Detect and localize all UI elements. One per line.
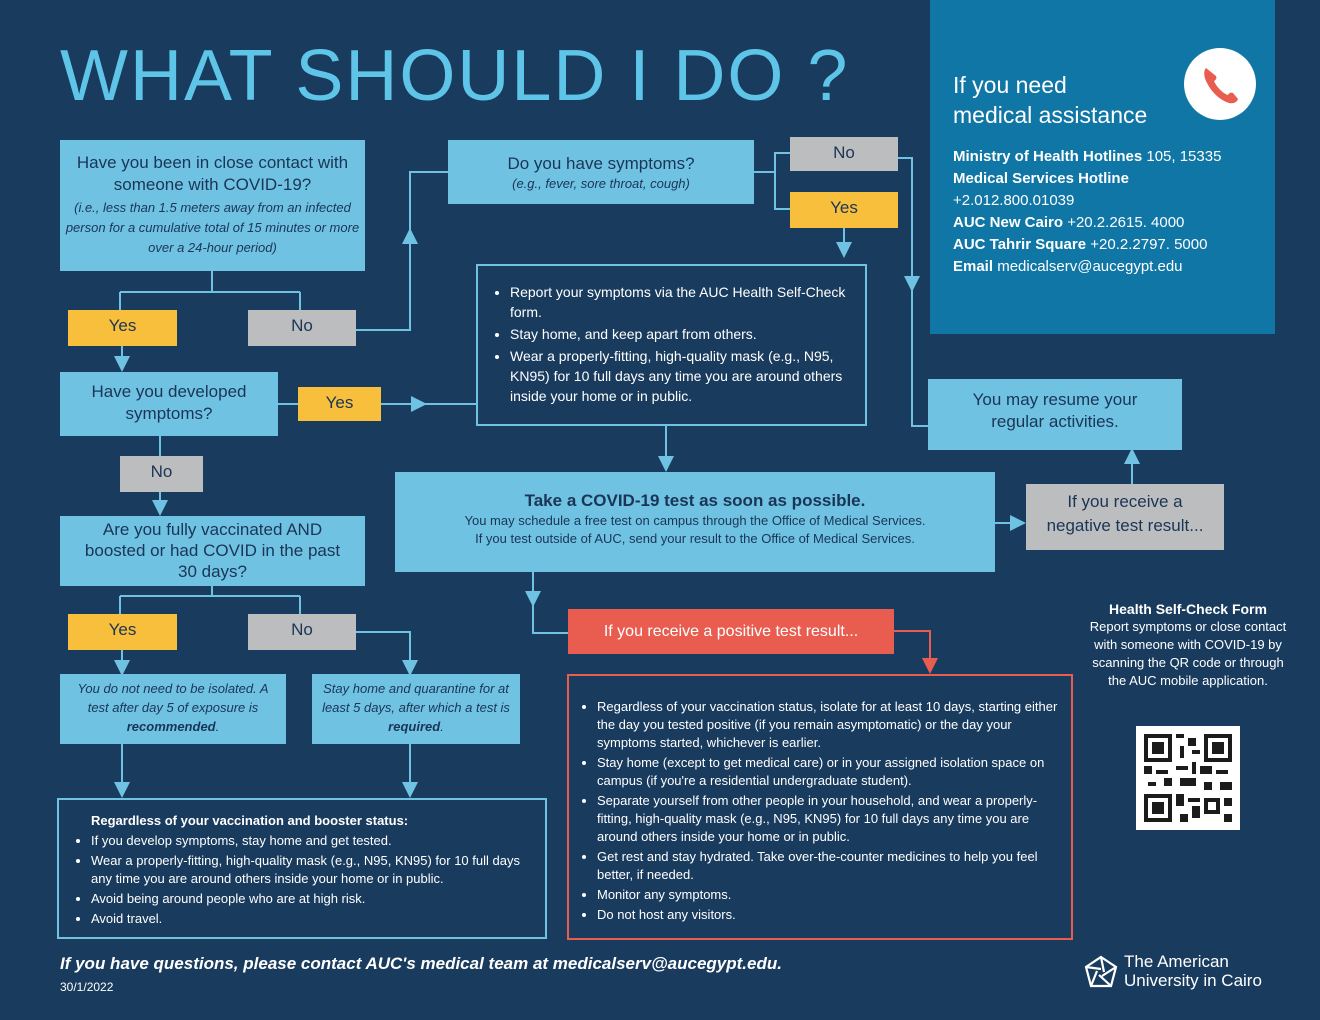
negative-result-box: If you receive a negative test result... — [1026, 484, 1224, 550]
logo-line-2: University in Cairo — [1124, 971, 1262, 990]
phone-icon — [1184, 48, 1256, 120]
symptoms-no: No — [790, 137, 898, 171]
list-item: • Regardless of your vaccination status, isolate for at least 10 days, starting either the day you tested positive (if you remain asymptomatic) or the day your symptoms started, whichever is earlier. — [597, 698, 1059, 752]
contact-row: Ministry of Health Hotlines 105, 15335 — [953, 148, 1222, 165]
take-test-box: Take a COVID-19 test as soon as possible. You may schedule a free test on campus through the Office of Medical Services. If you test outside of AUC, send your result to the Office of Medical Services. — [395, 472, 995, 572]
contact-list — [953, 146, 1273, 278]
footer-contact-note: If you have questions, please contact AUC's medical team at medicalserv@aucegypt.edu. — [60, 954, 782, 973]
qr-code-icon — [1144, 734, 1232, 822]
self-check-info: Health Self-Check Form Report symptoms or close contact with someone with COVID-19 by scanning the QR code or through the AUC mobile application. — [1089, 601, 1287, 688]
vaccinated-no: No — [248, 614, 356, 650]
positive-result-box: If you receive a positive test result... — [568, 609, 894, 654]
contact-row: +2.012.800.01039 — [953, 192, 1075, 209]
developed-no: No — [120, 456, 203, 492]
report-symptoms-box — [476, 264, 867, 426]
list-item: • Wear a properly-fitting, high-quality mask (e.g., N95, KN95) for 10 full days any time you are around others inside your home or in public. — [510, 346, 847, 406]
qr-code[interactable] — [1136, 726, 1240, 830]
contact-row: Email medicalserv@aucegypt.edu — [953, 258, 1183, 275]
logo-line-1: The American — [1124, 952, 1229, 971]
symptoms-yes: Yes — [790, 192, 898, 228]
close-contact-no: No — [248, 310, 356, 346]
list-item: • If you develop symptoms, stay home and get tested. — [91, 832, 529, 850]
close-contact-question-box: Have you been in close contact with someone with COVID-19? (i.e., less than 1.5 meters away from an infected person for a cumulative total of 15 minutes or more over a 24-hour period) — [60, 140, 365, 271]
medical-assistance-heading: If you need medical assistance — [953, 72, 1148, 128]
footer-date: 30/1/2022 — [60, 980, 114, 994]
contact-row: Medical Services Hotline — [953, 170, 1129, 187]
vaccinated-yes-result: You do not need to be isolated. A test after day 5 of exposure is recommended. — [60, 674, 286, 744]
auc-emblem-icon — [1082, 954, 1120, 992]
list-item: • Avoid being around people who are at high risk. — [91, 890, 529, 908]
vaccinated-yes: Yes — [68, 614, 177, 650]
contact-row: AUC Tahrir Square +20.2.2797. 5000 — [953, 236, 1208, 253]
contact-row: AUC New Cairo +20.2.2615. 4000 — [953, 214, 1185, 231]
list-item: • Stay home, and keep apart from others. — [510, 324, 847, 344]
list-item: • Separate yourself from other people in your household, and wear a properly-fitting, high-quality mask (e.g., N95, KN95) for 10 full days any time you are around others inside your home or in public. — [597, 792, 1059, 846]
positive-guidance-box — [567, 674, 1073, 940]
list-item: • Report your symptoms via the AUC Health Self-Check form. — [510, 282, 847, 322]
medical-assistance-box — [930, 0, 1275, 334]
list-item: • Wear a properly-fitting, high-quality mask (e.g., N95, KN95) for 10 full days any time you are around others inside your home or in public. — [91, 852, 529, 888]
developed-yes: Yes — [298, 387, 381, 421]
list-item: • Stay home (except to get medical care) or in your assigned isolation space on campus (if you're a residential undergraduate student). — [597, 754, 1059, 790]
developed-symptoms-box: Have you developed symptoms? — [60, 372, 278, 436]
vaccinated-no-result: Stay home and quarantine for at least 5 days, after which a test is required. — [312, 674, 520, 744]
auc-logo — [1082, 952, 1292, 994]
vaccinated-question-box: Are you fully vaccinated AND boosted or had COVID in the past 30 days? — [60, 516, 365, 586]
resume-activities-box: You may resume your regular activities. — [928, 379, 1182, 450]
page-title: WHAT SHOULD I DO ? — [60, 36, 850, 116]
list-item: • Get rest and stay hydrated. Take over-the-counter medicines to help you feel better, if needed. — [597, 848, 1059, 884]
symptoms-question-box: Do you have symptoms? (e.g., fever, sore throat, cough) — [448, 140, 754, 204]
list-item: • Avoid travel. — [91, 910, 529, 928]
list-item: • Monitor any symptoms. — [597, 886, 1059, 904]
close-contact-yes: Yes — [68, 310, 177, 346]
list-item: • Do not host any visitors. — [597, 906, 1059, 924]
regardless-guidance-box: Regardless of your vaccination and booster status: • If you develop symptoms, stay home and get tested. • Wear a properly-fitting, high-quality mask (e.g., N95, KN95) for 10 full days any time you are around others inside your home or in public. • Avoid being around people who are at high risk. • Avoid travel. — [57, 798, 547, 939]
